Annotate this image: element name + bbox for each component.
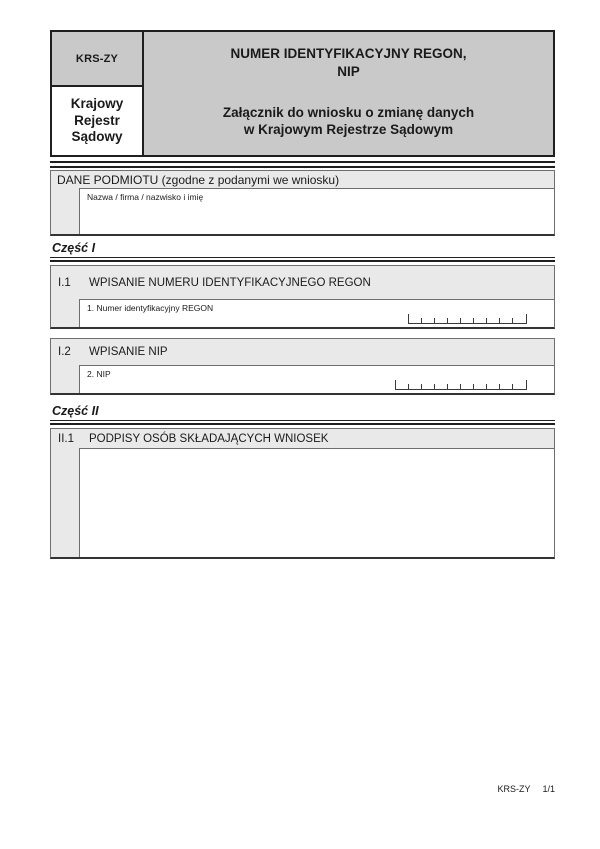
digit-cell bbox=[474, 384, 487, 390]
section-ii1-bar bbox=[51, 429, 554, 448]
section-i1-regon bbox=[50, 265, 555, 329]
form-title-line: NIP bbox=[337, 63, 360, 79]
form-subtitle-line: Załącznik do wniosku o zmianę danych bbox=[222, 104, 475, 120]
section-i1-number: I.1 bbox=[58, 276, 71, 289]
digit-cell bbox=[396, 384, 409, 390]
nip-field[interactable] bbox=[79, 365, 554, 393]
digit-cell bbox=[474, 318, 487, 324]
form-title-line: NUMER IDENTYFIKACYJNY REGON, bbox=[230, 46, 467, 61]
registry-name-line: Sądowy bbox=[71, 129, 123, 145]
part-1-heading-rule bbox=[50, 260, 555, 262]
form-header bbox=[50, 30, 555, 157]
digit-cell bbox=[422, 384, 435, 390]
section-ii1-number: II.1 bbox=[58, 432, 74, 445]
digit-cell bbox=[513, 384, 526, 390]
part-2-heading-rule bbox=[50, 423, 555, 425]
form-code: KRS-ZY bbox=[75, 52, 119, 65]
page-footer bbox=[497, 784, 555, 794]
form-title bbox=[150, 45, 547, 80]
entity-section-title: DANE PODMIOTU (zgodne z podanymi we wniosku) bbox=[57, 172, 340, 187]
digit-cell bbox=[448, 318, 461, 324]
signatures-field[interactable] bbox=[79, 448, 554, 557]
digit-cell bbox=[487, 318, 500, 324]
krs-zy-form bbox=[50, 30, 555, 559]
section-i2-number: I.2 bbox=[58, 346, 71, 358]
nip-digit-comb[interactable] bbox=[395, 380, 527, 390]
section-i1-title: WPISANIE NUMERU IDENTYFIKACYJNEGO REGON bbox=[89, 276, 371, 289]
digit-cell bbox=[448, 384, 461, 390]
registry-name-line: Rejestr bbox=[74, 112, 120, 128]
regon-field-label: 1. Numer identyfikacyjny REGON bbox=[87, 303, 214, 313]
regon-digit-comb[interactable] bbox=[408, 314, 527, 324]
form-subtitle-line: w Krajowym Rejestrze Sądowym bbox=[243, 122, 454, 138]
digit-cell bbox=[409, 318, 422, 324]
entity-data-section bbox=[50, 170, 555, 236]
header-separator-rule bbox=[50, 161, 555, 168]
digit-cell bbox=[435, 318, 448, 324]
digit-cell bbox=[435, 384, 448, 390]
registry-name bbox=[52, 85, 142, 155]
section-ii1-title: PODPISY OSÓB SKŁADAJĄCYCH WNIOSEK bbox=[89, 432, 329, 445]
part-2-heading: Część II bbox=[50, 403, 555, 421]
nip-field-label: 2. NIP bbox=[87, 369, 111, 379]
digit-cell bbox=[513, 318, 526, 324]
digit-cell bbox=[409, 384, 422, 390]
footer-page-number: 1/1 bbox=[542, 784, 555, 794]
footer-form-code: KRS-ZY bbox=[497, 784, 531, 794]
section-i2-bar bbox=[51, 339, 554, 365]
digit-cell bbox=[487, 384, 500, 390]
regon-field[interactable] bbox=[79, 299, 554, 327]
section-i1-bar bbox=[51, 266, 554, 299]
digit-cell bbox=[422, 318, 435, 324]
digit-cell bbox=[461, 318, 474, 324]
part-1-heading: Część I bbox=[50, 240, 555, 258]
entity-name-field[interactable] bbox=[79, 188, 554, 234]
digit-cell bbox=[500, 384, 513, 390]
digit-cell bbox=[461, 384, 474, 390]
section-i2-title: WPISANIE NIP bbox=[89, 346, 168, 358]
registry-name-line: Krajowy bbox=[70, 95, 124, 111]
entity-name-field-label: Nazwa / firma / nazwisko i imię bbox=[87, 192, 204, 202]
digit-cell bbox=[500, 318, 513, 324]
form-header-right-column bbox=[144, 32, 553, 155]
section-ii1-signatures bbox=[50, 428, 555, 559]
section-i2-nip bbox=[50, 338, 555, 395]
form-subtitle bbox=[150, 104, 547, 139]
form-header-left-column bbox=[52, 32, 144, 155]
